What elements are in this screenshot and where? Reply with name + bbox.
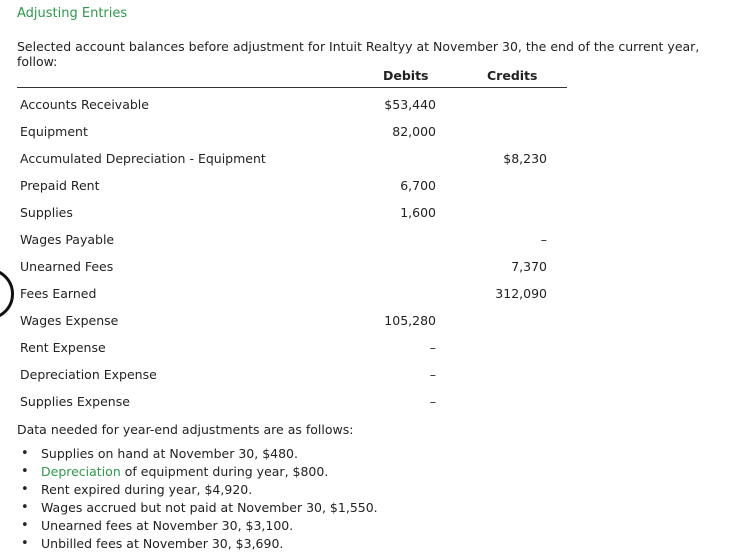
debit-value: 6,700	[400, 178, 436, 193]
account-name: Fees Earned	[20, 286, 97, 301]
table-row	[0, 259, 742, 286]
note-text: Unearned fees at November 30, $3,100.	[41, 518, 294, 533]
account-name: Accounts Receivable	[20, 97, 149, 112]
credit-value: 312,090	[495, 286, 547, 301]
table-row	[0, 340, 742, 367]
debit-value: –	[429, 367, 436, 382]
debits-header: Debits	[383, 68, 429, 83]
credit-value: 7,370	[511, 259, 547, 274]
table-row	[0, 313, 742, 340]
list-item	[20, 536, 378, 554]
debit-value: 105,280	[384, 313, 436, 328]
table-row	[0, 367, 742, 394]
account-name: Depreciation Expense	[20, 367, 157, 382]
debit-value: 82,000	[392, 124, 436, 139]
table-row	[0, 394, 742, 421]
list-item	[20, 500, 378, 518]
debit-value: $53,440	[384, 97, 436, 112]
debit-value: –	[429, 394, 436, 409]
note-text: Wages accrued but not paid at November 30, $1,550.	[41, 500, 378, 515]
table-row	[0, 151, 742, 178]
notes-lead: Data needed for year-end adjustments are as follows:	[17, 422, 354, 437]
account-name: Wages Payable	[20, 232, 115, 247]
table-row	[0, 205, 742, 232]
credit-value: $8,230	[503, 151, 547, 166]
note-text: Unbilled fees at November 30, $3,690.	[41, 536, 284, 551]
list-item	[20, 464, 378, 482]
list-item	[20, 482, 378, 500]
credits-header: Credits	[487, 68, 538, 83]
adjustment-notes-list	[20, 446, 378, 554]
account-name: Equipment	[20, 124, 88, 139]
page-title: Adjusting Entries	[17, 6, 128, 21]
debit-value: 1,600	[400, 205, 436, 220]
debit-value: –	[429, 340, 436, 355]
table-row	[0, 232, 742, 259]
account-name: Unearned Fees	[20, 259, 114, 274]
note-text: of equipment during year, $800.	[120, 464, 329, 479]
note-text: Supplies on hand at November 30, $480.	[41, 446, 298, 461]
list-item	[20, 518, 378, 536]
intro-text: Selected account balances before adjustment for Intuit Realtyy at November 30, the end of the current year, follow:	[17, 39, 700, 69]
depreciation-link[interactable]: Depreciation	[41, 464, 121, 479]
list-item	[20, 446, 378, 464]
table-row	[0, 124, 742, 151]
account-name: Prepaid Rent	[20, 178, 100, 193]
note-text: Rent expired during year, $4,920.	[41, 482, 253, 497]
table-row	[0, 178, 742, 205]
credit-value: –	[540, 232, 547, 247]
account-name: Supplies Expense	[20, 394, 130, 409]
account-name: Wages Expense	[20, 313, 119, 328]
account-name: Rent Expense	[20, 340, 106, 355]
table-row	[0, 286, 742, 313]
account-name: Accumulated Depreciation - Equipment	[20, 151, 266, 166]
table-row	[0, 97, 742, 124]
account-name: Supplies	[20, 205, 73, 220]
header-rule	[17, 87, 567, 88]
